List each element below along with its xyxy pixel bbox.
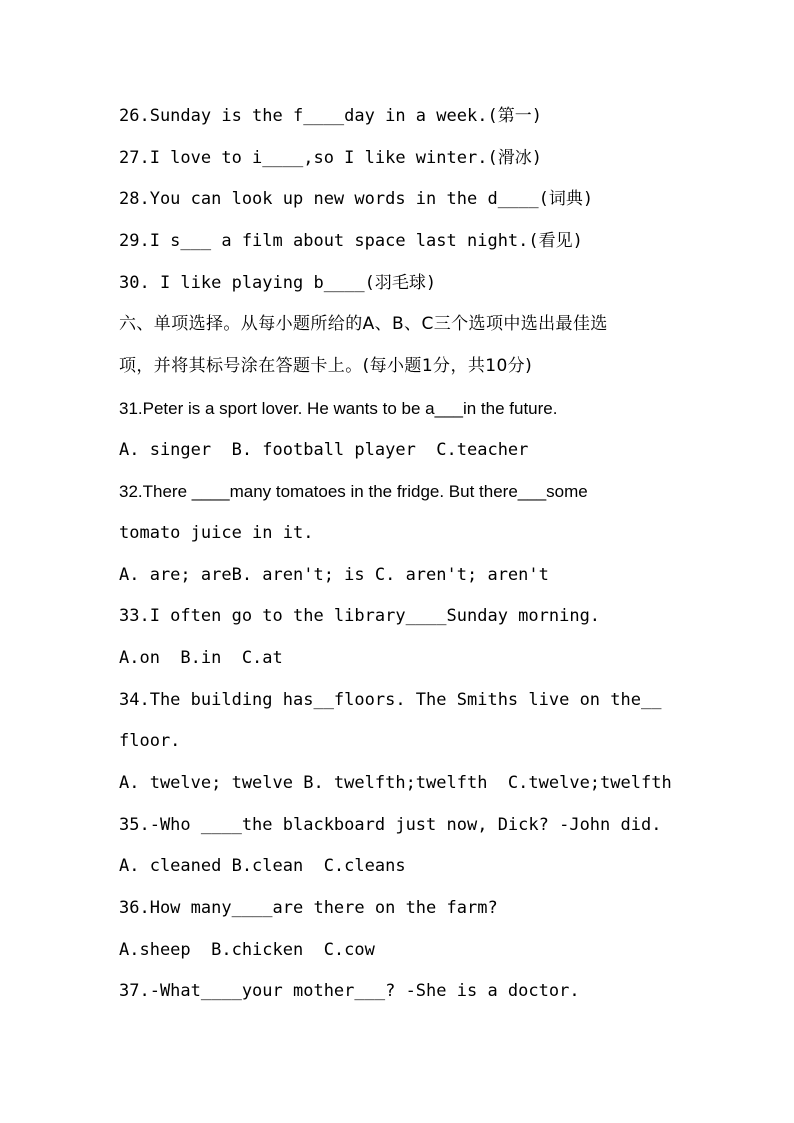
question-36: 36.How many____are there on the farm? bbox=[119, 898, 498, 919]
question-35: 35.-Who ____the blackboard just now, Dick? -John did. bbox=[119, 814, 662, 835]
question-34: 34.The building has__floors. The Smiths live on the__ bbox=[119, 689, 662, 710]
question-32-options: A. are; areB. aren't; is C. aren't; aren't bbox=[119, 564, 549, 585]
question-37: 37.-What____your mother___? -She is a doctor. bbox=[119, 981, 580, 1002]
question-30: 30. I like playing b____(羽毛球) bbox=[119, 272, 437, 293]
question-33-options: A.on B.in C.at bbox=[119, 647, 283, 668]
question-33: 33.I often go to the library____Sunday morning. bbox=[119, 606, 601, 627]
question-32-continued: tomato juice in it. bbox=[119, 522, 314, 543]
section-six-heading-continued: 项，并将其标号涂在答题卡上。(每小题1分，共10分) bbox=[119, 356, 533, 377]
question-34-options: A. twelve; twelve B. twelfth;twelfth C.twelve;twelfth bbox=[119, 773, 672, 793]
question-34-continued: floor. bbox=[119, 731, 181, 752]
document-page bbox=[119, 96, 679, 1013]
question-35-options: A. cleaned B.clean C.cleans bbox=[119, 856, 406, 877]
question-29: 29.I s___ a film about space last night.(看见) bbox=[119, 231, 583, 252]
question-28: 28.You can look up new words in the d____(词典) bbox=[119, 189, 594, 210]
question-31-options: A. singer B. football player C.teacher bbox=[119, 439, 529, 460]
question-36-options: A.sheep B.chicken C.cow bbox=[119, 939, 375, 960]
section-six-heading: 六、单项选择。从每小题所给的A、B、C三个选项中选出最佳选 bbox=[119, 314, 608, 335]
question-32: 32.There ____many tomatoes in the fridge. But there___some bbox=[119, 482, 588, 502]
question-27: 27.I love to i____,so I like winter.(滑冰) bbox=[119, 147, 542, 168]
question-31: 31.Peter is a sport lover. He wants to be a___in the future. bbox=[119, 398, 558, 418]
question-26: 26.Sunday is the f____day in a week.(第一) bbox=[119, 106, 542, 126]
